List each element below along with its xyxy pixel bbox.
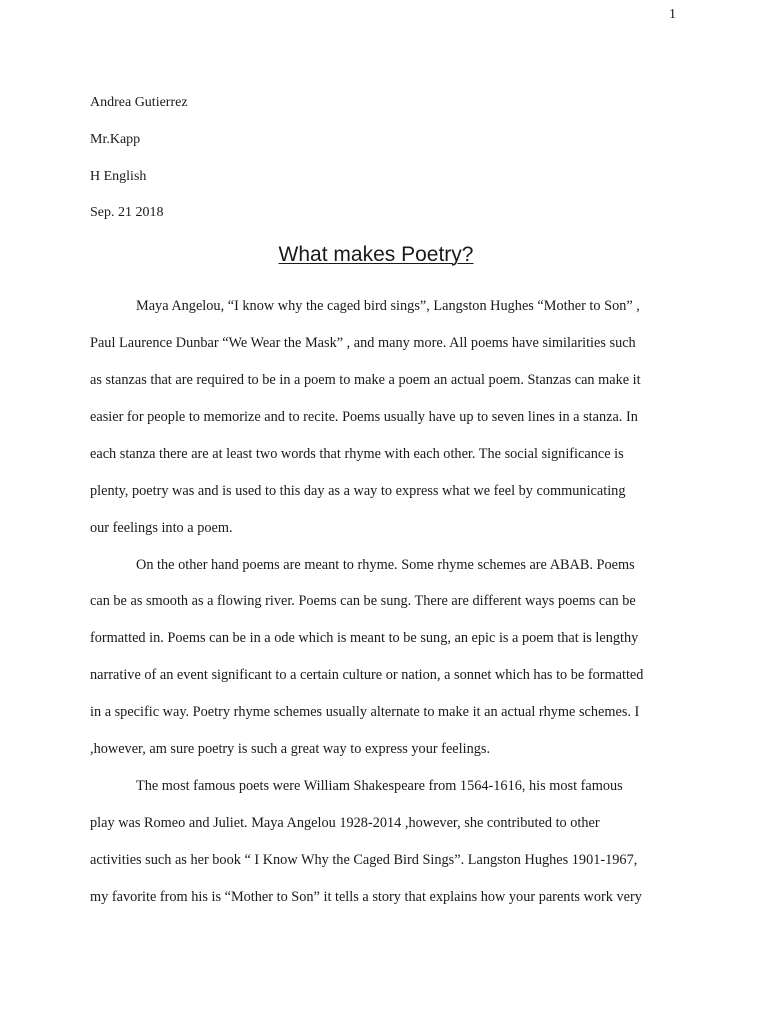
paragraph-1-line: our feelings into a poem.: [90, 520, 233, 536]
paragraph-3-line: activities such as her book “ I Know Why the Caged Bird Sings”. Langston Hughes 1901-1967,: [90, 852, 638, 868]
paragraph-3-line: The most famous poets were William Shakespeare from 1564-1616, his most famous: [136, 778, 623, 794]
paragraph-2-line: in a specific way. Poetry rhyme schemes usually alternate to make it an actual rhyme schemes. I: [90, 704, 640, 720]
paragraph-3-line: play was Romeo and Juliet. Maya Angelou 1928-2014 ,however, she contributed to other: [90, 815, 600, 831]
teacher-name: Mr.Kapp: [90, 132, 141, 147]
paragraph-1-line: each stanza there are at least two words that rhyme with each other. The social significance is: [90, 446, 624, 462]
paragraph-1-line: as stanzas that are required to be in a poem to make a poem an actual poem. Stanzas can make it: [90, 372, 641, 388]
paragraph-2-line: narrative of an event significant to a certain culture or nation, a sonnet which has to be formatted: [90, 667, 644, 683]
paragraph-1-line: Maya Angelou, “I know why the caged bird sings”, Langston Hughes “Mother to Son” ,: [136, 298, 640, 314]
paragraph-1-line: easier for people to memorize and to recite. Poems usually have up to seven lines in a stanza. In: [90, 409, 638, 425]
essay-title: [0, 242, 752, 268]
paragraph-2-line: formatted in. Poems can be in a ode which is meant to be sung, an epic is a poem that is lengthy: [90, 630, 639, 646]
paragraph-2-line: ,however, am sure poetry is such a great way to express your feelings.: [90, 741, 491, 757]
paragraph-2-line: On the other hand poems are meant to rhyme. Some rhyme schemes are ABAB. Poems: [136, 557, 635, 573]
essay-title-text: What makes Poetry?: [278, 243, 474, 266]
page-number: 1: [669, 7, 676, 22]
author-name: Andrea Gutierrez: [90, 95, 188, 110]
essay-date: Sep. 21 2018: [90, 205, 164, 220]
paragraph-1-line: Paul Laurence Dunbar “We Wear the Mask” , and many more. All poems have similarities such: [90, 335, 636, 351]
paragraph-1-line: plenty, poetry was and is used to this day as a way to express what we feel by communicating: [90, 483, 626, 499]
course-name: H English: [90, 169, 147, 184]
paragraph-3-line: my favorite from his is “Mother to Son” it tells a story that explains how your parents work very: [90, 889, 642, 905]
paragraph-2-line: can be as smooth as a flowing river. Poems can be sung. There are different ways poems can be: [90, 593, 636, 609]
